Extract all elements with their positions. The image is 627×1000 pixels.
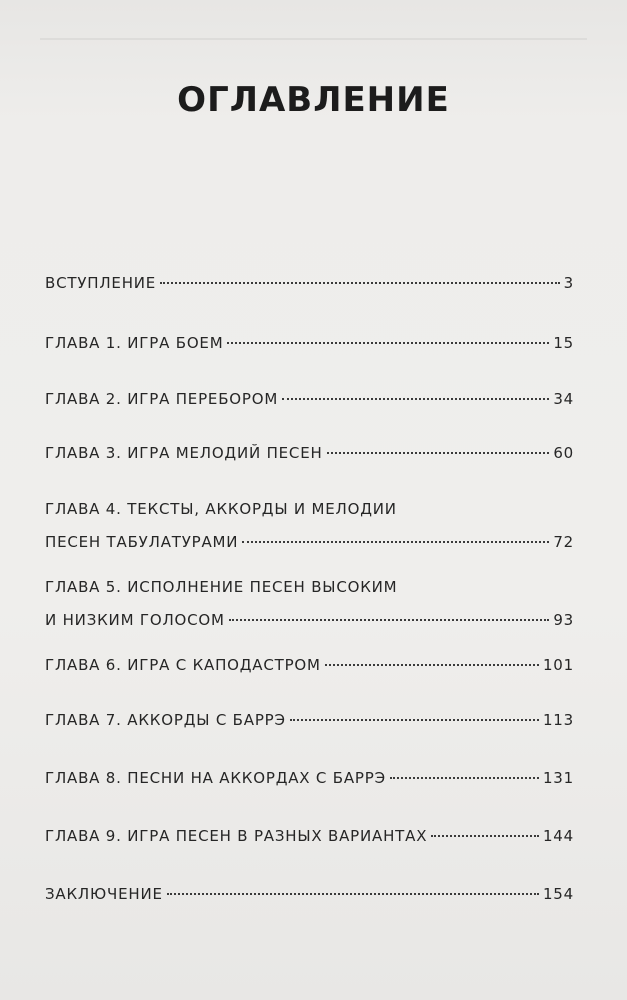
page-title: ОГЛАВЛЕНИЕ [177, 80, 450, 120]
toc-entry-chapter-3[interactable] [45, 442, 574, 464]
toc-page-number: 144 [542, 827, 574, 845]
toc-page-number: 101 [542, 656, 574, 674]
dot-leader [242, 541, 549, 543]
toc-entry-title: ГЛАВА 8. ПЕСНИ НА АККОРДАХ С БАРРЭ [45, 769, 386, 787]
dot-leader [325, 664, 539, 666]
toc-entry-line [45, 498, 574, 520]
toc-entry-title: ГЛАВА 1. ИГРА БОЕМ [45, 334, 224, 352]
toc-entry-title-continued: И НИЗКИМ ГОЛОСОМ [45, 611, 225, 629]
toc-entry-chapter-7[interactable] [45, 709, 574, 731]
toc-entry-line [45, 576, 574, 598]
toc-entry-chapter-6[interactable] [45, 654, 574, 676]
toc-entry-chapter-1[interactable] [45, 332, 574, 354]
toc-entry-conclusion[interactable] [45, 883, 574, 905]
toc-entry-chapter-4[interactable] [45, 498, 574, 553]
toc-entry-line [45, 767, 574, 789]
dot-leader [229, 619, 550, 621]
toc-entry-title: ЗАКЛЮЧЕНИЕ [45, 885, 163, 903]
toc-page-number: 34 [553, 390, 574, 408]
toc-page-number: 60 [553, 444, 574, 462]
toc-page-number: 3 [563, 274, 574, 292]
toc-entry-title: ГЛАВА 3. ИГРА МЕЛОДИЙ ПЕСЕН [45, 444, 323, 462]
toc-entry-title-continued: ПЕСЕН ТАБУЛАТУРАМИ [45, 533, 239, 551]
toc-entry-chapter-9[interactable] [45, 825, 574, 847]
dot-leader [290, 719, 539, 721]
toc-page-number: 154 [542, 885, 574, 903]
toc-entry-line [45, 825, 574, 847]
toc-entry-introduction[interactable] [45, 272, 574, 294]
toc-entry-line [45, 272, 574, 294]
toc-entry-title: ГЛАВА 7. АККОРДЫ С БАРРЭ [45, 711, 286, 729]
toc-entry-line [45, 531, 574, 553]
toc-entry-title: ГЛАВА 4. ТЕКСТЫ, АККОРДЫ И МЕЛОДИИ [45, 500, 397, 518]
toc-entry-title: ГЛАВА 2. ИГРА ПЕРЕБОРОМ [45, 390, 279, 408]
toc-entry-chapter-8[interactable] [45, 767, 574, 789]
dot-leader [431, 835, 539, 837]
toc-entry-line [45, 388, 574, 410]
dot-leader [390, 777, 539, 779]
toc-entry-line [45, 332, 574, 354]
dot-leader [160, 282, 560, 284]
toc-entry-line [45, 883, 574, 905]
toc-page-number: 72 [553, 533, 574, 551]
toc-entry-title: ВСТУПЛЕНИЕ [45, 274, 157, 292]
toc-page-number: 15 [553, 334, 574, 352]
toc-entry-title: ГЛАВА 5. ИСПОЛНЕНИЕ ПЕСЕН ВЫСОКИМ [45, 578, 398, 596]
toc-entry-chapter-2[interactable] [45, 388, 574, 410]
toc-page-number: 113 [542, 711, 574, 729]
dot-leader [167, 893, 539, 895]
dot-leader [227, 342, 549, 344]
toc-page-number: 93 [553, 611, 574, 629]
toc-entry-title: ГЛАВА 6. ИГРА С КАПОДАСТРОМ [45, 656, 321, 674]
toc-entry-title: ГЛАВА 9. ИГРА ПЕСЕН В РАЗНЫХ ВАРИАНТАХ [45, 827, 428, 845]
toc-entry-line [45, 609, 574, 631]
dot-leader [282, 398, 549, 400]
toc-entry-line [45, 442, 574, 464]
toc-entry-line [45, 654, 574, 676]
toc-page-number: 131 [542, 769, 574, 787]
dot-leader [327, 452, 550, 454]
toc-entry-chapter-5[interactable] [45, 576, 574, 631]
toc-entry-line [45, 709, 574, 731]
